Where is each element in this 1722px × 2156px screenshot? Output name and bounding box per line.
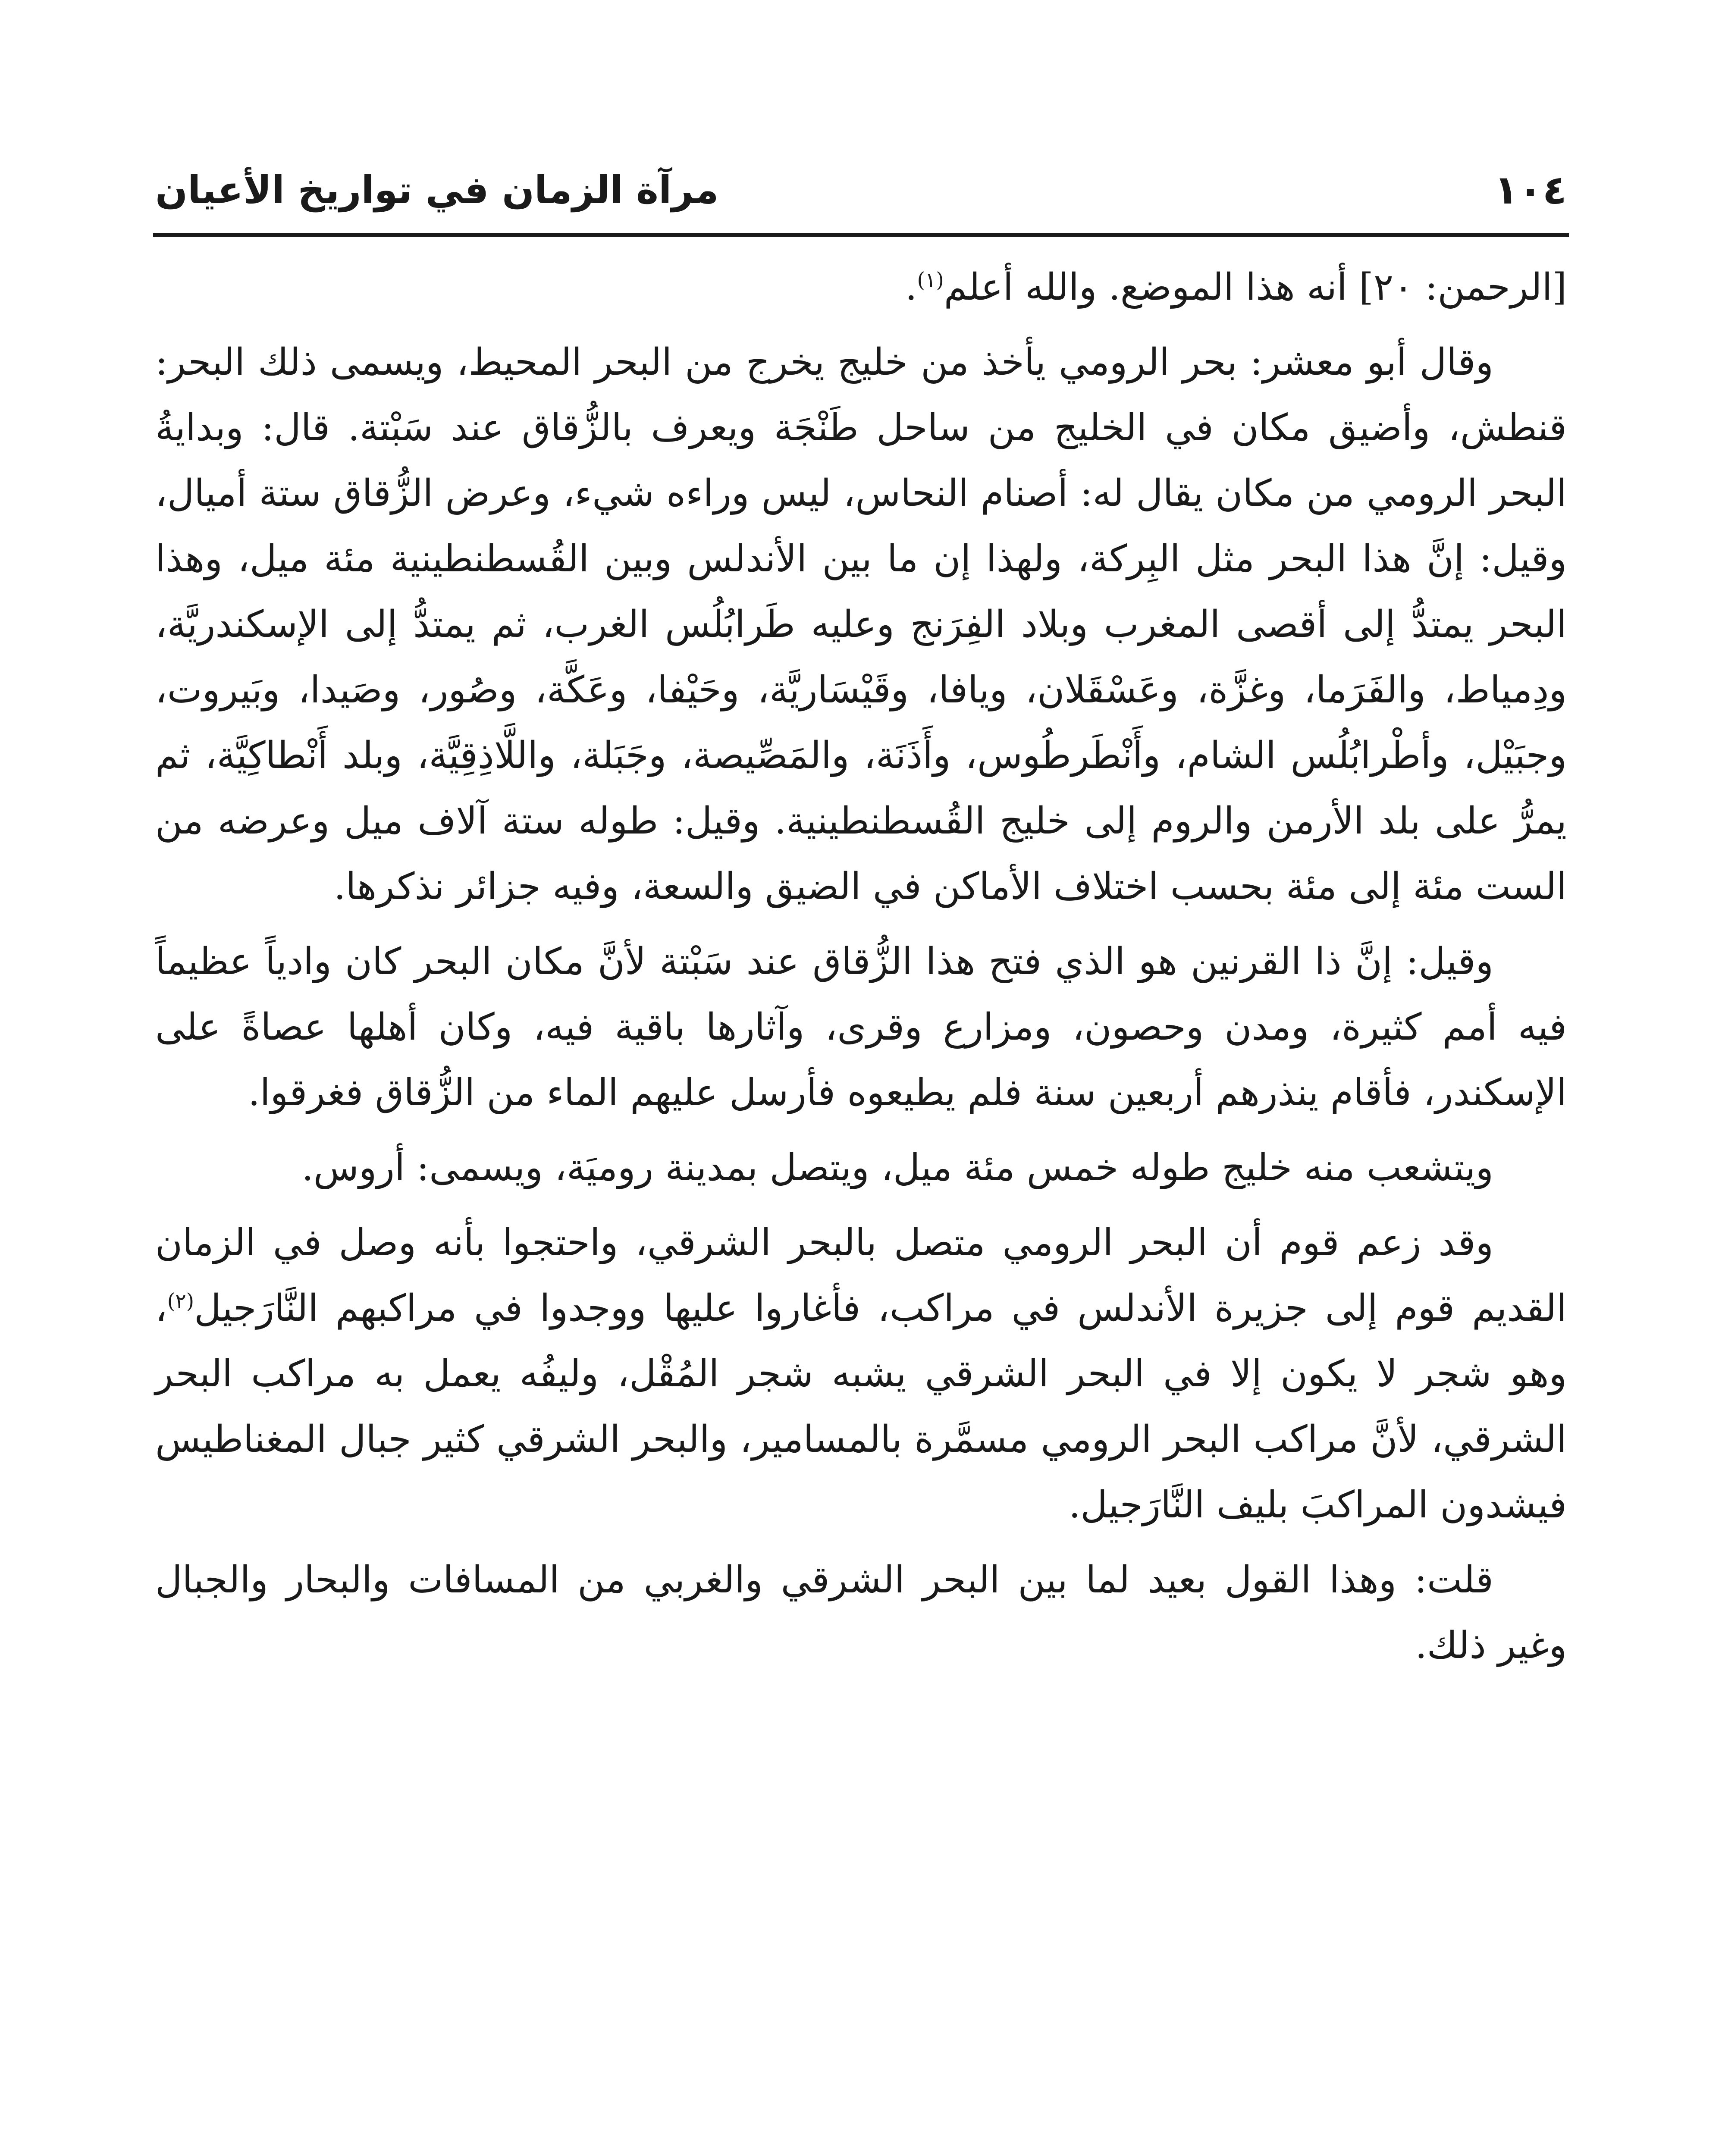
footnote-ref-2[interactable]: (٢): [167, 1289, 194, 1313]
footnote-ref-1[interactable]: (١): [917, 268, 944, 292]
paragraph-2: وقال أبو معشر: بحر الرومي يأخذ من خليج يخرج من البحر المحيط، ويسمى ذلك البحر: قنطش، وأضيق مكان في الخليج من ساحل طَنْجَة ويعرف بالزُّقاق عند سَبْتة. قال: وبدايةُ البحر الرومي من مكان يقال له: أصنام النحاس، ليس وراءه شيء، وعرض الزُّقاق ستة أميال، وقيل: إنَّ هذا البحر مثل البِركة، ولهذا إن ما بين الأندلس وبين القُسطنطينية مئة ميل، وهذا البحر يمتدُّ إلى أقصى المغرب وبلاد الفِرَنج وعليه طَرابُلُس الغرب، ثم يمتدُّ إلى الإسكندريَّة، ودِمياط، والفَرَما، وغزَّة، وعَسْقَلان، ويافا، وقَيْسَاريَّة، وحَيْفا، وعَكَّة، وصُور، وصَيدا، وبَيروت، وجبَيْل، وأطْرابُلُس الشام، وأَنْطَرطُوس، وأَذَنَة، والمَصِّيصة، وجَبَلة، واللَّاذِقِيَّة، وبلد أَنْطاكِيَّة، ثم يمرُّ على بلد الأرمن والروم إلى خليج القُسطنطينية. وقيل: طوله ستة آلاف ميل وعرضه من الست مئة إلى مئة بحسب اختلاف الأماكن في الضيق والسعة، وفيه جزائر نذكرها.: [155, 341, 1567, 908]
paragraph-1: [الرحمن: ٢٠] أنه هذا الموضع. والله أعلم$^{(١)}$.: [905, 266, 1567, 309]
main-text: [155, 254, 1567, 1688]
page-number: ١٠٤: [1494, 166, 1567, 213]
running-header: [155, 155, 1567, 224]
paragraph-4: ويتشعب منه خليج طوله خمس مئة ميل، ويتصل بمدينة روميَة، ويسمى: أروس.: [301, 1146, 1493, 1189]
paragraph-6: قلت: وهذا القول بعيد لما بين البحر الشرقي والغربي من المسافات والبحار والجبال وغير ذلك.: [155, 1558, 1567, 1667]
book-title: مرآة الزمان في تواريخ الأعيان: [155, 167, 719, 212]
paragraph-5: وقد زعم قوم أن البحر الرومي متصل بالبحر الشرقي، واحتجوا بأنه وصل في الزمان القديم قوم إلى جزيرة الأندلس في مراكب، فأغاروا عليها ووجدوا في مراكبهم النَّارَجيل$^{(٢)}$، وهو شجر لا يكون إلا في البحر الشرقي يشبه شجر المُقْل، وليفُه يعمل به مراكب البحر الشرقي، لأنَّ مراكب البحر الرومي مسمَّرة بالمسامير، والبحر الشرقي كثير جبال المغناطيس فيشدون المراكبَ بليف النَّارَجيل.: [155, 1221, 1567, 1526]
header-divider: [153, 233, 1569, 237]
paragraph-3: وقيل: إنَّ ذا القرنين هو الذي فتح هذا الزُّقاق عند سَبْتة لأنَّ مكان البحر كان وادياً عظيماً فيه أمم كثيرة، ومدن وحصون، ومزارع وقرى، وآثارها باقية فيه، وكان أهلها عصاةً على الإسكندر، فأقام ينذرهم أربعين سنة فلم يطيعوه فأرسل عليهم الماء من الزُّقاق فغرقوا.: [155, 940, 1567, 1114]
